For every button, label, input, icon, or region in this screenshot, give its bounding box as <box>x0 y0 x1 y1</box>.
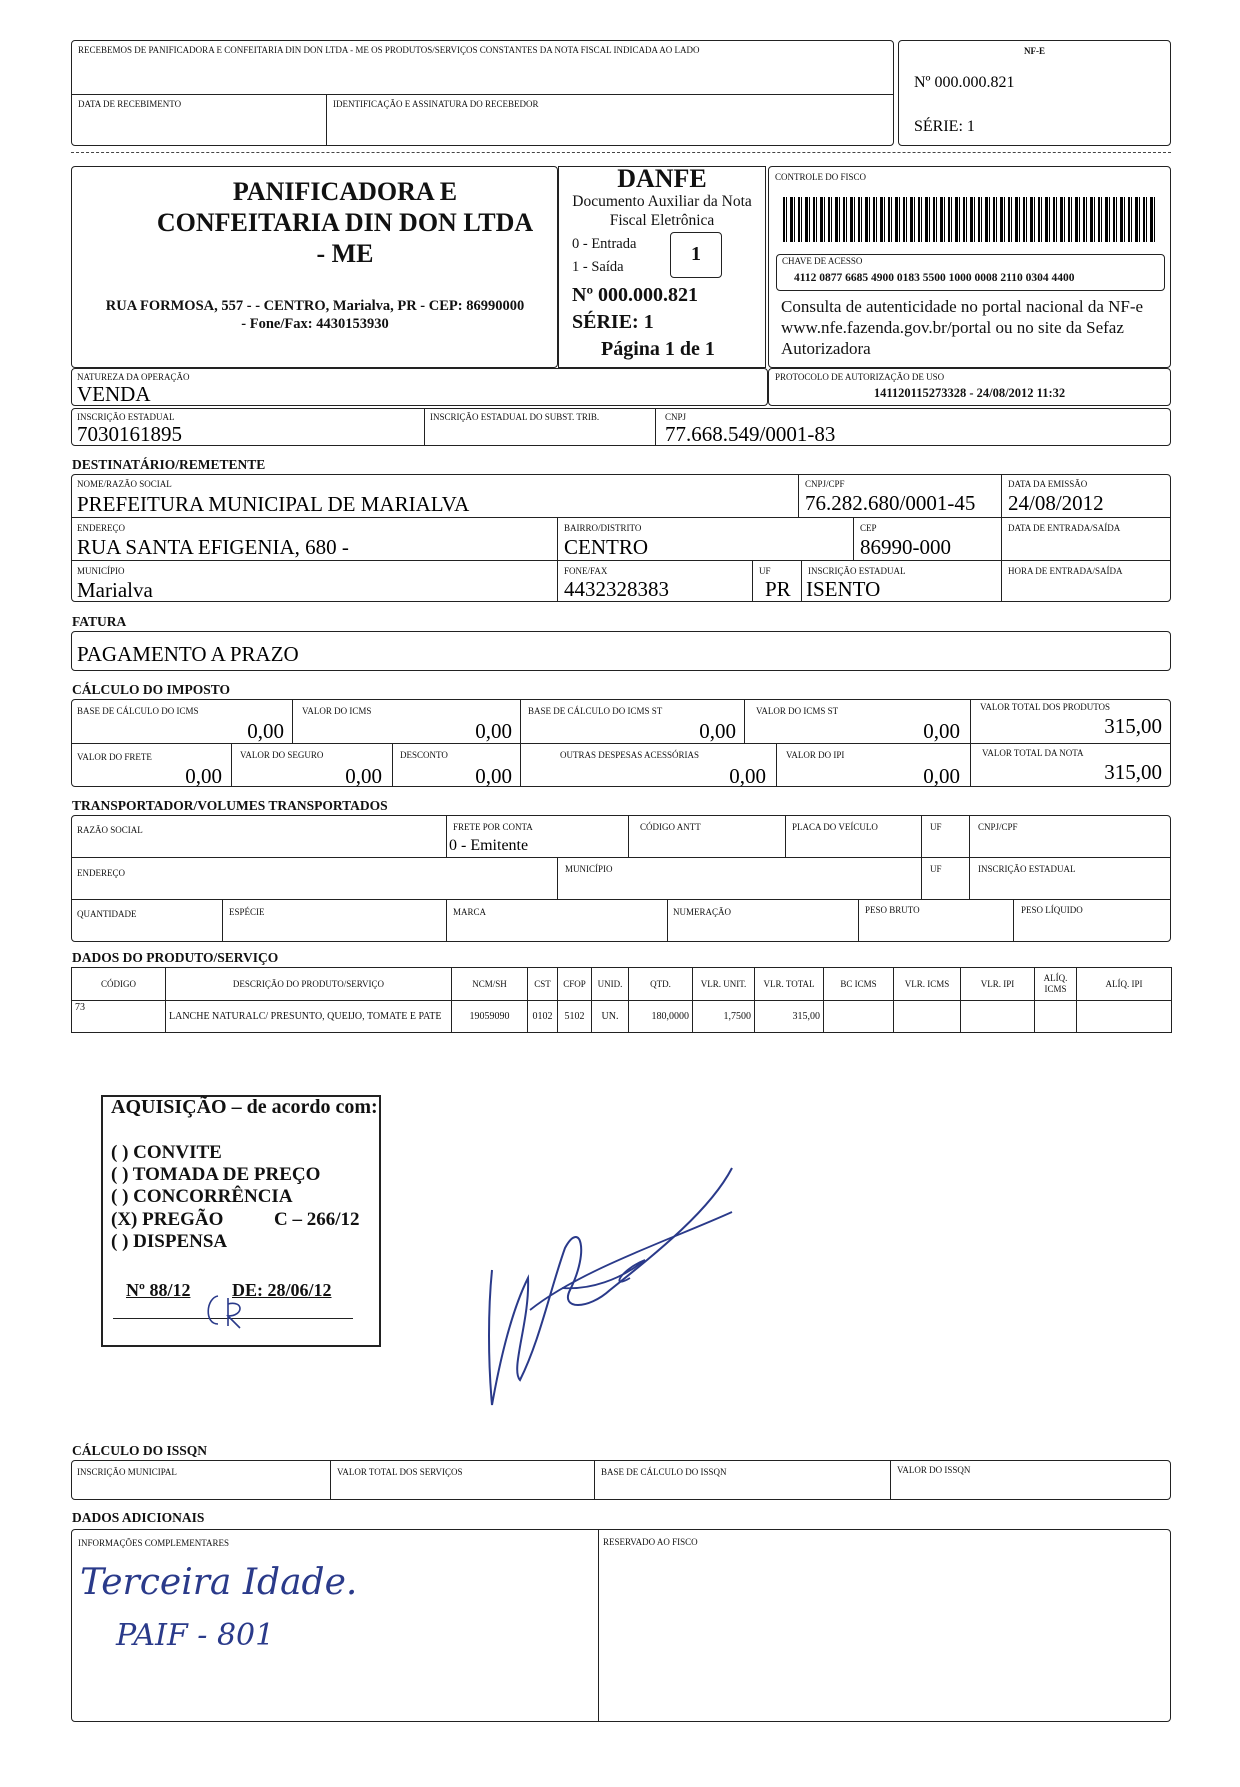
dest-v5 <box>801 560 802 602</box>
transp-uf2-label: UF <box>930 864 942 874</box>
dest-h2 <box>71 560 1171 561</box>
imp-v2 <box>520 699 521 787</box>
dest-municipio-label: MUNICÍPIO <box>77 566 125 576</box>
stamp-item-tomada: ( ) TOMADA DE PREÇO <box>111 1164 321 1185</box>
transp-placa-label: PLACA DO VEÍCULO <box>792 822 878 832</box>
bc-icms: 0,00 <box>247 719 284 743</box>
issqn-v2 <box>594 1460 595 1500</box>
dest-uf-label: UF <box>759 566 771 576</box>
dest-div-right <box>1001 474 1002 602</box>
canhoto-box <box>71 40 894 146</box>
danfe-subtitle: Documento Auxiliar da Nota Fiscal Eletrônica <box>572 193 752 229</box>
transp-v5 <box>969 815 970 899</box>
table-row <box>72 1001 1172 1033</box>
handwriting-1: Terceira Idade. <box>80 1562 358 1603</box>
icms: 0,00 <box>475 719 512 743</box>
col-header: CST <box>528 968 558 1001</box>
danfe-pagina: Página 1 de 1 <box>601 338 715 360</box>
issqn-box <box>71 1460 1171 1500</box>
cell-vlr-total: 315,00 <box>755 1001 824 1033</box>
issqn-title: CÁLCULO DO ISSQN <box>72 1443 208 1458</box>
ipi-label: VALOR DO IPI <box>786 750 845 760</box>
dest-emissao-label: DATA DA EMISSÃO <box>1008 479 1088 489</box>
issqn-servicos-label: VALOR TOTAL DOS SERVIÇOS <box>337 1467 463 1477</box>
natureza-label: NATUREZA DA OPERAÇÃO <box>77 372 190 382</box>
dest-fone-label: FONE/FAX <box>564 566 608 576</box>
total-prod: 315,00 <box>1104 714 1162 738</box>
canhoto-sign-label: IDENTIFICAÇÃO E ASSINATURA DO RECEBEDOR <box>333 99 539 109</box>
transp-antt-label: CÓDIGO ANTT <box>640 822 701 832</box>
cell-vlr-ipi <box>961 1001 1035 1033</box>
stamp-item-dispensa: ( ) DISPENSA <box>111 1231 228 1252</box>
canhoto-number: Nº 000.000.821 <box>914 74 1015 91</box>
transp-v10 <box>858 899 859 942</box>
col-header: VLR. IPI <box>961 968 1035 1001</box>
dest-hora-label: HORA DE ENTRADA/SAÍDA <box>1008 566 1123 576</box>
transportador-box <box>71 815 1171 942</box>
dest-nome-label: NOME/RAZÃO SOCIAL <box>77 479 172 489</box>
produtos-header-row <box>72 968 1172 1001</box>
stamp-title: AQUISIÇÃO – de acordo com: <box>111 1096 378 1118</box>
issqn-valor-label: VALOR DO ISSQN <box>897 1465 971 1475</box>
dest-h1 <box>71 517 1171 518</box>
col-header: VLR. TOTAL <box>755 968 824 1001</box>
canhoto-date-label: DATA DE RECEBIMENTO <box>78 99 182 109</box>
danfe-tipo-box: 1 <box>670 232 722 278</box>
frete: 0,00 <box>185 764 222 788</box>
imp-v5 <box>231 743 232 787</box>
emitente-phone: - Fone/Fax: 4430153930 <box>241 316 389 332</box>
col-header: VLR. ICMS <box>894 968 961 1001</box>
dest-endereco-label: ENDEREÇO <box>77 523 125 533</box>
icms-label: VALOR DO ICMS <box>302 706 372 716</box>
natureza-value: VENDA <box>77 382 151 406</box>
adicionais-v1 <box>598 1529 599 1722</box>
transp-uf-label: UF <box>930 822 942 832</box>
dest-cep-label: CEP <box>860 523 877 533</box>
bc-icms-label: BASE DE CÁLCULO DO ICMS <box>77 706 199 716</box>
imposto-title: CÁLCULO DO IMPOSTO <box>72 682 231 697</box>
imposto-h1 <box>71 743 1171 744</box>
transp-razao-label: RAZÃO SOCIAL <box>77 825 143 835</box>
dest-v3 <box>853 517 854 560</box>
dest-cep: 86990-000 <box>860 535 951 559</box>
col-header: BC ICMS <box>824 968 894 1001</box>
imp-v4 <box>970 699 971 787</box>
col-header: DESCRIÇÃO DO PRODUTO/SERVIÇO <box>166 968 452 1001</box>
dest-bairro: CENTRO <box>564 535 648 559</box>
col-header: ALÍQ. ICMS <box>1035 968 1077 1001</box>
icms-st-label: VALOR DO ICMS ST <box>756 706 839 716</box>
transp-cnpj-label: CNPJ/CPF <box>978 822 1018 832</box>
transp-v3 <box>785 815 786 857</box>
dest-cnpj: 76.282.680/0001-45 <box>805 491 976 515</box>
transp-bruto-label: PESO BRUTO <box>865 905 920 915</box>
frete-label: VALOR DO FRETE <box>77 752 152 762</box>
imp-v1 <box>292 699 293 743</box>
fatura-title: FATURA <box>72 614 127 629</box>
emitente-address: RUA FORMOSA, 557 - - CENTRO, Marialva, PR - CEP: 86990000 <box>105 298 525 314</box>
total-nota: 315,00 <box>1104 760 1162 784</box>
danfe-number: Nº 000.000.821 <box>572 284 699 306</box>
produtos-title: DADOS DO PRODUTO/SERVIÇO <box>72 950 279 965</box>
cell-unid: UN. <box>592 1001 629 1033</box>
cell-vlr-unit: 1,7500 <box>693 1001 755 1033</box>
danfe-entrada: 0 - Entrada <box>572 236 637 252</box>
ie-label: INSCRIÇÃO ESTADUAL <box>77 412 175 422</box>
stamp-initials <box>198 1290 268 1332</box>
canhoto-nfe-label: NF-E <box>1024 46 1045 56</box>
col-header: CFOP <box>558 968 592 1001</box>
dest-cnpj-label: CNPJ/CPF <box>805 479 845 489</box>
dest-v4 <box>752 560 753 602</box>
inscricao-div-2 <box>655 408 656 446</box>
icms-st: 0,00 <box>923 719 960 743</box>
desconto-label: DESCONTO <box>400 750 448 760</box>
transp-frete: 0 - Emitente <box>449 837 529 854</box>
desconto: 0,00 <box>475 764 512 788</box>
protocolo-label: PROTOCOLO DE AUTORIZAÇÃO DE USO <box>775 372 945 382</box>
transp-ie-label: INSCRIÇÃO ESTADUAL <box>978 864 1076 874</box>
transp-marca-label: MARCA <box>453 907 487 917</box>
transp-v2 <box>628 815 629 857</box>
transp-v4 <box>921 815 922 899</box>
adicionais-title: DADOS ADICIONAIS <box>72 1510 205 1525</box>
dest-v2 <box>557 517 558 602</box>
cell-aliq-icms <box>1035 1001 1077 1033</box>
cnpj-label: CNPJ <box>665 412 687 422</box>
cnpj-value: 77.668.549/0001-83 <box>665 422 836 446</box>
fatura-value: PAGAMENTO A PRAZO <box>77 642 299 666</box>
destinatario-title: DESTINATÁRIO/REMETENTE <box>72 457 266 472</box>
cell-qtd: 180,0000 <box>629 1001 693 1033</box>
cell-ncm: 19059090 <box>452 1001 528 1033</box>
issqn-v3 <box>890 1460 891 1500</box>
col-header: QTD. <box>629 968 693 1001</box>
ie-value: 7030161895 <box>77 422 182 446</box>
stamp-item-pregao: (X) PREGÃO <box>111 1209 224 1230</box>
danfe-serie: SÉRIE: 1 <box>572 311 654 333</box>
imp-v3 <box>744 699 745 743</box>
stamp-pregao-ref: C – 266/12 <box>274 1209 360 1230</box>
dest-v1 <box>798 474 799 517</box>
issqn-v1 <box>330 1460 331 1500</box>
col-header: ALÍQ. IPI <box>1077 968 1172 1001</box>
transp-endereco-label: ENDEREÇO <box>77 868 125 878</box>
bc-st-label: BASE DE CÁLCULO DO ICMS ST <box>528 706 663 716</box>
cell-vlr-icms <box>894 1001 961 1033</box>
seguro: 0,00 <box>345 764 382 788</box>
stamp-numero: Nº 88/12 <box>126 1280 191 1300</box>
produtos-table <box>71 967 1172 1033</box>
transp-v6 <box>557 857 558 899</box>
inscricao-box <box>71 408 1171 446</box>
transportador-title: TRANSPORTADOR/VOLUMES TRANSPORTADOS <box>72 798 388 813</box>
dest-fone: 4432328383 <box>564 577 669 601</box>
canhoto-vdivider <box>326 94 327 146</box>
ie-st-label: INSCRIÇÃO ESTADUAL DO SUBST. TRIB. <box>430 412 600 422</box>
signature <box>470 1160 740 1410</box>
issqn-im-label: INSCRIÇÃO MUNICIPAL <box>77 1467 177 1477</box>
col-header: VLR. UNIT. <box>693 968 755 1001</box>
dest-ie: ISENTO <box>806 577 881 601</box>
transp-h2 <box>71 899 1171 900</box>
transp-v8 <box>446 899 447 942</box>
transp-v1 <box>446 815 447 857</box>
protocolo-value: 141120115273328 - 24/08/2012 11:32 <box>873 386 1066 400</box>
col-header: UNID. <box>592 968 629 1001</box>
dest-municipio: Marialva <box>77 578 153 602</box>
total-prod-label: VALOR TOTAL DOS PRODUTOS <box>980 702 1111 712</box>
transp-numeracao-label: NUMERAÇÃO <box>673 907 732 917</box>
stamp-item-concorrencia: ( ) CONCORRÊNCIA <box>111 1186 293 1207</box>
transp-v9 <box>667 899 668 942</box>
outras: 0,00 <box>729 764 766 788</box>
tear-line <box>71 152 1171 153</box>
info-label: INFORMAÇÕES COMPLEMENTARES <box>78 1538 230 1548</box>
reservado-label: RESERVADO AO FISCO <box>603 1537 698 1547</box>
transp-liquido-label: PESO LÍQUIDO <box>1021 905 1083 915</box>
ipi: 0,00 <box>923 764 960 788</box>
transp-qtd-label: QUANTIDADE <box>77 909 137 919</box>
dest-entrada-label: DATA DE ENTRADA/SAÍDA <box>1008 523 1121 533</box>
transp-v11 <box>1013 899 1014 942</box>
transp-v7 <box>222 899 223 942</box>
dest-emissao: 24/08/2012 <box>1008 491 1104 515</box>
dest-nome: PREFEITURA MUNICIPAL DE MARIALVA <box>77 492 470 516</box>
cell-aliq-ipi <box>1077 1001 1172 1033</box>
emitente-name: PANIFICADORA E CONFEITARIA DIN DON LTDA - ME <box>156 177 534 268</box>
issqn-bc-label: BASE DE CÁLCULO DO ISSQN <box>601 1467 727 1477</box>
cell-descricao: LANCHE NATURALC/ PRESUNTO, QUEIJO, TOMATE E PATE <box>166 1001 452 1033</box>
handwriting-2: PAIF - 801 <box>116 1618 275 1653</box>
imp-v6 <box>392 743 393 787</box>
transp-municipio-label: MUNICÍPIO <box>565 864 613 874</box>
dest-bairro-label: BAIRRO/DISTRITO <box>564 523 642 533</box>
col-header: CÓDIGO <box>72 968 166 1001</box>
fisco-chave: 4112 0877 6685 4900 0183 5500 1000 0008 2110 0304 4400 <box>794 272 1075 284</box>
imp-v7 <box>776 743 777 787</box>
fisco-consulta: Consulta de autenticidade no portal nacional da NF-e www.nfe.fazenda.gov.br/portal ou no site da Sefaz Autorizadora <box>781 297 1144 358</box>
bc-st: 0,00 <box>699 719 736 743</box>
fisco-controle-label: CONTROLE DO FISCO <box>775 172 867 182</box>
canhoto-divider <box>71 94 894 95</box>
canhoto-text: RECEBEMOS DE PANIFICADORA E CONFEITARIA DIN DON LTDA - ME OS PRODUTOS/SERVIÇOS CONSTANTES DA NOTA FISCAL INDICADA AO LADO <box>78 45 700 55</box>
outras-label: OUTRAS DESPESAS ACESSÓRIAS <box>560 750 700 760</box>
cell-cfop: 5102 <box>558 1001 592 1033</box>
stamp-data: DE: 28/06/12 <box>232 1280 332 1300</box>
cell-cst: 0102 <box>528 1001 558 1033</box>
barcode-icon <box>783 197 1156 242</box>
danfe-title: DANFE <box>617 164 707 193</box>
stamp-item-convite: ( ) CONVITE <box>111 1142 222 1163</box>
canhoto-serie: SÉRIE: 1 <box>914 118 975 135</box>
dest-endereco: RUA SANTA EFIGENIA, 680 - <box>77 535 349 559</box>
seguro-label: VALOR DO SEGURO <box>240 750 324 760</box>
fisco-chave-label: CHAVE DE ACESSO <box>782 256 863 266</box>
dest-uf: PR <box>765 577 791 601</box>
cell-codigo: 73 <box>72 1001 166 1033</box>
transp-especie-label: ESPÉCIE <box>229 907 265 917</box>
danfe-saida: 1 - Saída <box>572 259 624 275</box>
transp-frete-label: FRETE POR CONTA <box>453 822 533 832</box>
inscricao-div-1 <box>424 408 425 446</box>
dest-ie-label: INSCRIÇÃO ESTADUAL <box>808 566 906 576</box>
total-nota-label: VALOR TOTAL DA NOTA <box>982 748 1084 758</box>
transp-h1 <box>71 857 1171 858</box>
col-header: NCM/SH <box>452 968 528 1001</box>
cell-bc-icms <box>824 1001 894 1033</box>
